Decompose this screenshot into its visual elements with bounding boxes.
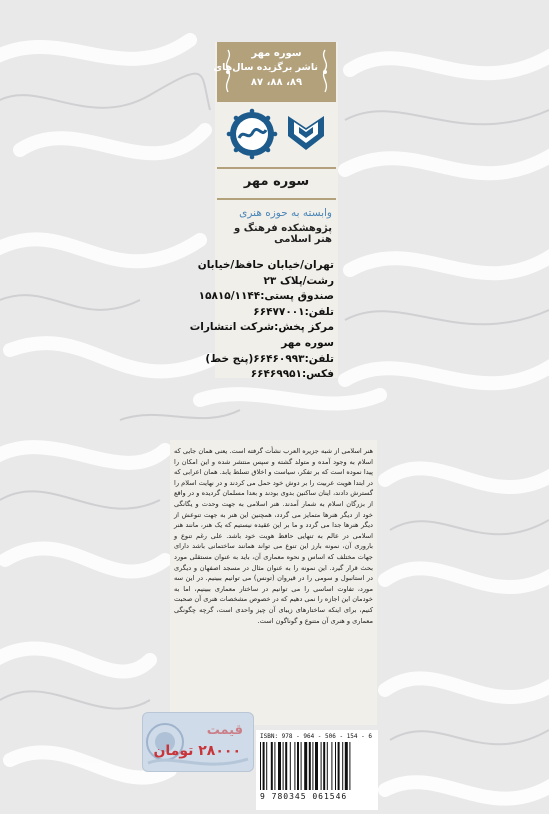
affiliation-hozeh: وابسته به حوزه هنری bbox=[239, 207, 332, 219]
price-value: ۲۸۰۰۰ تومان bbox=[153, 743, 241, 759]
price-sticker bbox=[142, 712, 254, 772]
barcode-bar bbox=[266, 742, 267, 790]
barcode-bar bbox=[263, 742, 265, 790]
address-line: فکس:۶۶۴۶۹۹۵۱ bbox=[250, 368, 334, 381]
divider bbox=[217, 198, 336, 200]
banner-award: ناشر برگزیده سال‌های bbox=[213, 62, 318, 73]
barcode-number: 9 780345 061546 bbox=[260, 792, 348, 801]
barcode-bar bbox=[285, 742, 287, 790]
banner-publisher: سوره مهر bbox=[251, 48, 302, 59]
address-line: تلفن:۶۶۴۷۷۰۰۱ bbox=[253, 305, 334, 318]
address-line: صندوق پستی:۱۵۸۱۵/۱۱۴۴ bbox=[198, 290, 334, 303]
address-line: تهران/خیابان حافظ/خیابان bbox=[197, 259, 334, 271]
address-block bbox=[189, 258, 334, 383]
affiliation-institute: پژوهشکده فرهنگ و هنر اسلامی bbox=[234, 223, 332, 245]
address-line: مرکز پخش:شرکت انتشارات bbox=[189, 321, 334, 334]
barcode-bar bbox=[345, 742, 348, 790]
barcode bbox=[260, 742, 374, 790]
description-box bbox=[170, 440, 377, 725]
barcode-bar bbox=[338, 742, 340, 790]
price-label: قیمت bbox=[206, 723, 243, 738]
barcode-bar bbox=[309, 742, 311, 790]
barcode-bar bbox=[283, 742, 284, 790]
divider bbox=[217, 167, 336, 169]
sooreh-mehr-logo bbox=[288, 116, 324, 150]
barcode-bar bbox=[321, 742, 322, 790]
barcode-bar bbox=[294, 742, 295, 790]
barcode-bar bbox=[327, 742, 328, 790]
barcode-bar bbox=[349, 742, 350, 790]
barcode-bar bbox=[297, 742, 299, 790]
banner-years: ۸۹، ۸۸، ۸۷ bbox=[250, 77, 303, 88]
barcode-bar bbox=[290, 742, 291, 790]
hozeh-honari-logo bbox=[227, 109, 278, 160]
barcode-bar bbox=[312, 742, 313, 790]
ornament-icon bbox=[318, 48, 332, 96]
sticker-pattern bbox=[143, 713, 253, 771]
barcode-bar bbox=[315, 742, 318, 790]
publisher-logos bbox=[222, 108, 332, 160]
barcode-bar bbox=[301, 742, 302, 790]
barcode-bar bbox=[278, 742, 281, 790]
barcode-bar bbox=[274, 742, 275, 790]
barcode-bar bbox=[331, 742, 332, 790]
barcode-bar bbox=[304, 742, 307, 790]
barcode-bar bbox=[260, 742, 261, 790]
barcode-bar bbox=[323, 742, 325, 790]
publisher-name: سوره مهر bbox=[243, 174, 310, 189]
address-line: سوره مهر bbox=[281, 336, 334, 349]
isbn-text: ISBN: 978 - 964 - 506 - 154 - 6 bbox=[260, 733, 372, 740]
barcode-bar bbox=[271, 742, 273, 790]
barcode-bar bbox=[335, 742, 336, 790]
barcode-area bbox=[256, 730, 378, 810]
description-text: هنر اسلامی از شبه جزیره العرب نشأت گرفته است. یعنی همان جایی که اسلام به وجود آمده و متولد گشته و سپس منتشر شده و این امکان را پیدا نموده است که بر تفکر، سیاست و اخلاق تسلط یابد. همان اعرابی که در ابتدا هویت عربیت را بر دوش خود حمل می کردند و در نهایت اسلام را گسترش دادند، اینان ساکنین بدوی بودند و بعدا مسلمان گردیده و در واقع از بزرگان اسلام به شمار آمدند. هنر اسلامی به جهت وحدت و یگانگی خود از دیگر هنرها متمایز می گردد، همچنین این هنر به جهت تنوعش از دیگر هنرها جدا می گردد و ما بر این عقیده نیستیم که یک هنر، مانند هنر اسلامی در عالم به تنهایی حافظ هویت خود باشد. علی رغم تنوع و باروری آن، نمونه بارز این تنوع می تواند همانند ساختمانی باشد دارای جهات مختلف که اساس و نحوه معماری آن، باید به عنوان مستقلی مورد بحث قرار گیرد. این نمونه را به عنوان مثال در مسجد اصفهان و دیگری در استانبول و سومی را در قیروان (تونس) می توانیم ببینیم. در این سه مورد، تفاوت اساسی را می توانیم در ساختار معماری ببینیم، اما به خودمان این اجازه را نمی دهیم که در خصوص مشخصات هنری آن صحبت کنیم، برای اینکه ساختارهای زیبای آن چیز واحدی است، گرچه چگونگی معماری و هنری آن متنوع و گوناگون است. bbox=[174, 447, 373, 625]
address-line: رشت/پلاک ۲۳ bbox=[263, 274, 334, 287]
barcode-bar bbox=[342, 742, 343, 790]
address-line: تلفن:۶۶۴۶۰۹۹۳(پنج خط) bbox=[205, 352, 334, 365]
publisher-award-banner bbox=[213, 42, 336, 102]
